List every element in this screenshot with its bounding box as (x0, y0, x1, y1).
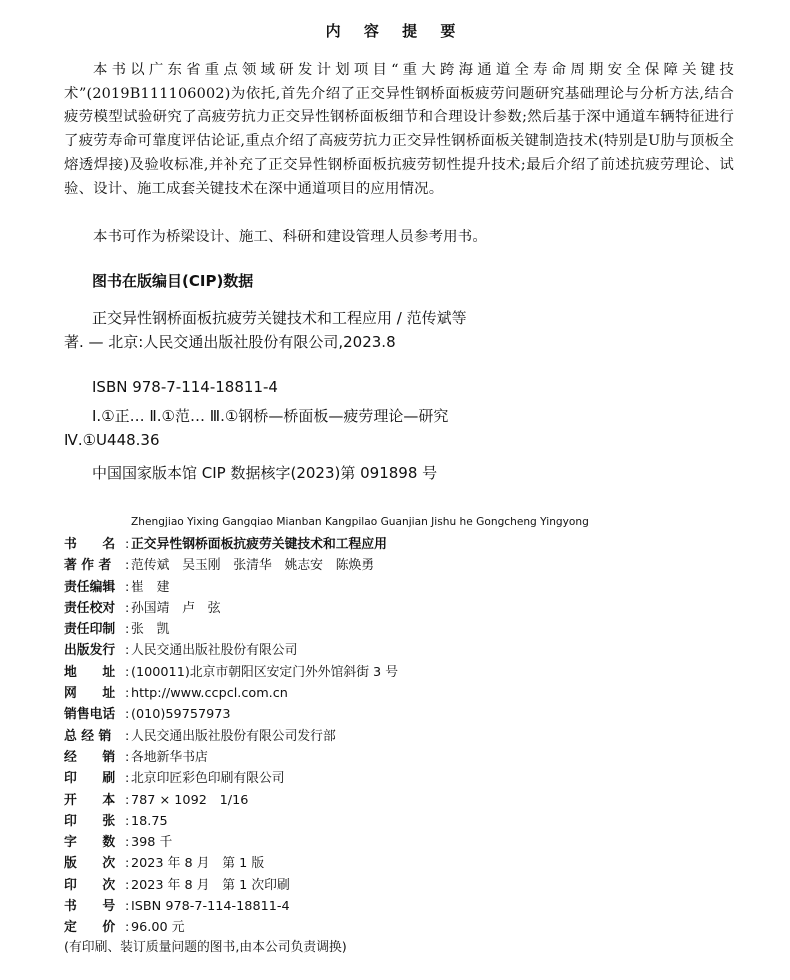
info-row-colon: : (125, 813, 130, 829)
info-row-value: 范传斌 吴玉刚 张清华 姚志安 陈焕勇 (131, 558, 375, 574)
info-row-value: (010)59757973 (131, 707, 231, 723)
info-row-colon: : (125, 856, 130, 872)
info-row (64, 832, 724, 853)
info-row-label: 经 销 (64, 749, 116, 765)
info-row-label: 印 张 (64, 813, 116, 829)
info-row-colon: : (125, 707, 130, 723)
info-row (64, 875, 724, 896)
info-row-label: 字 数 (64, 835, 116, 851)
info-row-colon: : (125, 771, 130, 787)
publication-info (64, 534, 724, 939)
info-row-value: 2023 年 8 月 第 1 次印刷 (131, 877, 290, 893)
info-row-colon: : (125, 622, 130, 638)
cip-description: 正交异性钢桥面板抗疲劳关键技术和工程应用 / 范传斌等著. — 北京:人民交通出版社股份有限公司,2023.8 (64, 309, 467, 351)
abstract-paragraph-1: 本书以广东省重点领域研发计划项目“重大跨海通道全寿命周期安全保障关键技术”(2019B111106002)为依托,首先介绍了正交异性钢桥面板疲劳问题研究基础理论与分析方法,结合疲劳模型试验研究了高疲劳抗力正交异性钢桥面板细节和合理设计参数;然后基于深中通道车辆特征进行了疲劳寿命可靠度评估论证,重点介绍了高疲劳抗力正交异性钢桥面板关键制造技术(特别是U肋与顶板全熔透焊接)及验收标准,并补充了正交异性钢桥面板抗疲劳韧性提升技术;最后介绍了前述抗疲劳理论、试验、设计、施工成套关键技术在深中通道项目的应用情况。 (64, 62, 734, 197)
info-row-label: 书 号 (64, 899, 116, 915)
info-row-colon: : (125, 749, 130, 765)
info-row-colon: : (125, 537, 130, 552)
info-row-value: 96.00 元 (131, 920, 185, 936)
info-row-label: 责任印制 (64, 622, 116, 638)
info-row-label: 出版发行 (64, 643, 116, 659)
info-row-label: 著 作 者 (64, 558, 112, 574)
info-row (64, 598, 724, 619)
info-row (64, 619, 724, 640)
info-row (64, 555, 724, 576)
info-row-label: 开 本 (64, 792, 116, 808)
info-row-value: 北京印匠彩色印刷有限公司 (131, 771, 285, 787)
info-row (64, 577, 724, 598)
info-row-value: ISBN 978-7-114-18811-4 (131, 899, 290, 915)
info-row-label: 印 刷 (64, 771, 116, 787)
info-row (64, 534, 724, 555)
info-row-value: 张 凯 (131, 622, 170, 638)
abstract-paragraph-2: 本书可作为桥梁设计、施工、科研和建设管理人员参考用书。 (93, 229, 487, 245)
info-row-label: 总 经 销 (64, 728, 112, 744)
info-row (64, 747, 724, 768)
info-row (64, 640, 724, 661)
cip-title: 图书在版编目(CIP)数据 (92, 272, 254, 290)
info-row-label: 责任编辑 (64, 579, 116, 595)
info-row (64, 768, 724, 789)
info-row-value: 398 千 (131, 835, 173, 851)
info-row-value: 孙国靖 卢 弦 (131, 600, 221, 616)
info-row-value: 787 × 1092 1/16 (131, 792, 249, 808)
info-row-label: 定 价 (64, 920, 116, 936)
info-row (64, 662, 724, 683)
info-row-value: 人民交通出版社股份有限公司发行部 (131, 728, 336, 744)
info-row (64, 704, 724, 725)
info-row-colon: : (125, 686, 130, 702)
info-row-label: 销售电话 (64, 707, 116, 723)
abstract-title: 内 容 提 要 (325, 22, 465, 40)
info-row-value: 人民交通出版社股份有限公司 (131, 643, 298, 659)
info-row-label: 责任校对 (64, 600, 116, 616)
info-row-value: http://www.ccpcl.com.cn (131, 686, 288, 702)
cip-classification: Ⅰ.①正… Ⅱ.①范… Ⅲ.①钢桥—桥面板—疲劳理论—研究 Ⅳ.①U448.36 (64, 407, 449, 449)
info-row (64, 726, 724, 747)
info-row-label: 书 名 (64, 537, 116, 552)
info-row (64, 811, 724, 832)
info-row (64, 896, 724, 917)
info-row (64, 683, 724, 704)
info-row-colon: : (125, 579, 130, 595)
cip-number: 中国国家版本馆 CIP 数据核字(2023)第 091898 号 (92, 464, 438, 482)
info-row-colon: : (125, 600, 130, 616)
info-row-colon: : (125, 792, 130, 808)
footer-note: (有印刷、装订质量问题的图书,由本公司负责调换) (64, 940, 347, 955)
info-row-colon: : (125, 558, 130, 574)
info-row-colon: : (125, 877, 130, 893)
info-row-colon: : (125, 643, 130, 659)
info-row-value: 崔 建 (131, 579, 170, 595)
info-row-colon: : (125, 899, 130, 915)
pinyin-title: Zhengjiao Yixing Gangqiao Mianban Kangpilao Guanjian Jishu he Gongcheng Yingyong (131, 516, 589, 528)
info-row-label: 地 址 (64, 664, 116, 680)
info-row-value: 各地新华书店 (131, 749, 208, 765)
info-row-colon: : (125, 920, 130, 936)
info-row-value: (100011)北京市朝阳区安定门外外馆斜街 3 号 (131, 664, 399, 680)
info-row (64, 853, 724, 874)
info-row-value: 正交异性钢桥面板抗疲劳关键技术和工程应用 (131, 537, 387, 552)
info-row-label: 印 次 (64, 877, 116, 893)
info-row-value: 18.75 (131, 813, 168, 829)
info-row-colon: : (125, 728, 130, 744)
info-row (64, 790, 724, 811)
info-row-value: 2023 年 8 月 第 1 版 (131, 856, 265, 872)
info-row-colon: : (125, 664, 130, 680)
info-row-label: 网 址 (64, 686, 116, 702)
info-row-label: 版 次 (64, 856, 116, 872)
info-row-colon: : (125, 835, 130, 851)
cip-isbn: ISBN 978-7-114-18811-4 (92, 378, 278, 396)
